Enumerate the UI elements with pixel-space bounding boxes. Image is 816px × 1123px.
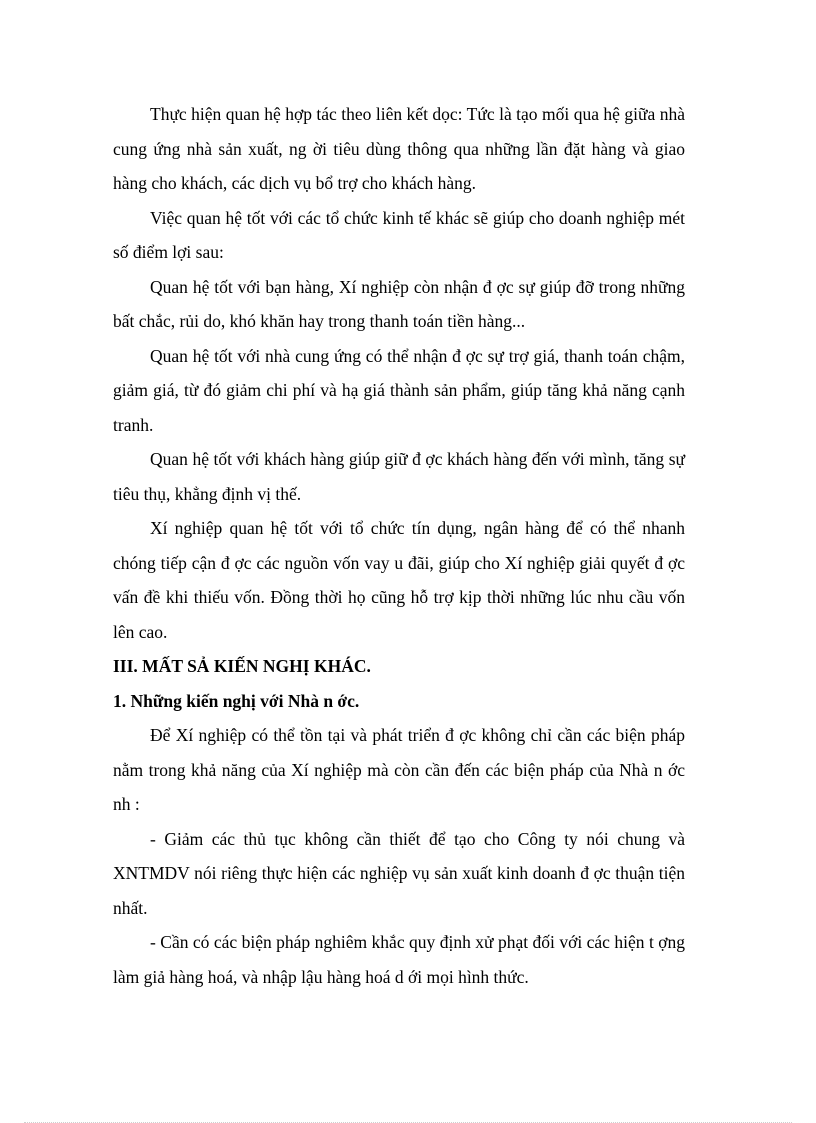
paragraph-penalties: - Cần có các biện pháp nghiêm khắc quy định xử phạt đối với các hiện t ợng làm giả hàng hoá, và nhập lậu hàng hoá d ới mọi hình thức. [113,932,685,987]
section-heading: III. MẤT SẢ KIẾN NGHỊ KHÁC. [113,656,371,676]
paragraph-reduce-procedures: - Giảm các thủ tục không cần thiết để tạo cho Công ty nói chung và XNTMDV nói riêng thực hiện các nghiệp vụ sản xuất kinh doanh đ ợc thuận tiện nhất. [113,828,685,918]
paragraph-linkage: Thực hiện quan hệ hợp tác theo liên kết dọc: Tức là tạo mối qua hệ giữa nhà cung ứng nhà sản xuất, ng ời tiêu dùng thông qua những lần đặt hàng và giao hàng cho khách, các dịch vụ bổ trợ cho khách hàng. [113,104,685,193]
paragraph-customers: Quan hệ tốt với khách hàng giúp giữ đ ợc khách hàng đến với mình, tăng sự tiêu thụ, khẳng định vị thế. [113,449,685,504]
paragraph-suppliers: Quan hệ tốt với nhà cung ứng có thể nhận đ ợc sự trợ giá, thanh toán chậm, giảm giá, từ đó giảm chi phí và hạ giá thành sản phẩm, giúp tăng khả năng cạnh tranh. [113,345,685,435]
paragraph-credit: Xí nghiệp quan hệ tốt với tổ chức tín dụng, ngân hàng để có thể nhanh chóng tiếp cận đ ợc các nguồn vốn vay u đãi, giúp cho Xí nghiệp giải quyết đ ợc vấn đề khi thiếu vốn. Đồng thời họ cũng hỗ trợ kịp thời những lúc nhu cầu vốn lên cao. [113,518,685,642]
document-page [113,97,685,994]
paragraph-partners: Quan hệ tốt với bạn hàng, Xí nghiệp còn nhận đ ợc sự giúp đỡ trong những bất chắc, rủi do, khó khăn hay trong thanh toán tiền hàng... [113,276,685,331]
paragraph-state-measures: Để Xí nghiệp có thể tồn tại và phát triển đ ợc không chỉ cần các biện pháp nằm trong khả năng của Xí nghiệp mà còn cần đến các biện pháp của Nhà n ớc nh : [113,725,685,814]
paragraph-benefits-intro: Việc quan hệ tốt với các tổ chức kinh tế khác sẽ giúp cho doanh nghiệp mét số điểm lợi sau: [113,207,685,262]
subsection-heading: 1. Những kiến nghị với Nhà n ớc. [113,690,360,711]
